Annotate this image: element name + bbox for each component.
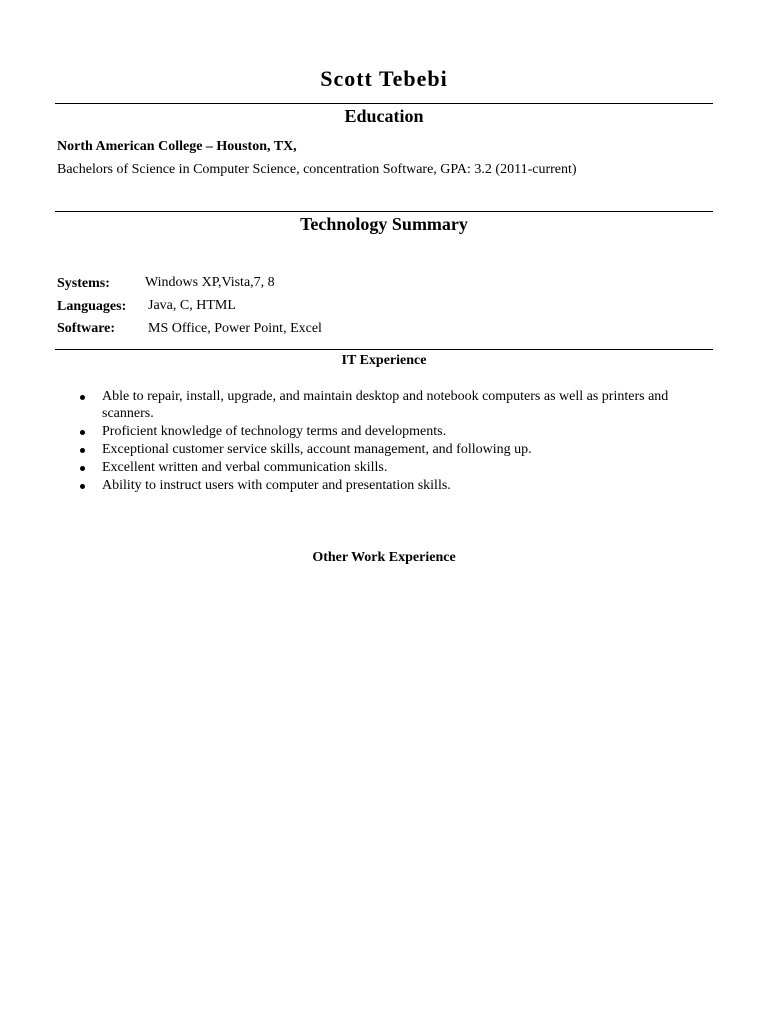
it-experience-heading: IT Experience (341, 353, 427, 368)
tech-label-languages: Languages: (57, 299, 127, 314)
list-item: Ability to instruct users with computer and presentation skills. (78, 477, 698, 494)
tech-label-systems: Systems: (57, 276, 110, 291)
divider-education (55, 103, 713, 104)
resume-name: Scott Tebebi (320, 66, 448, 91)
technology-heading: Technology Summary (300, 214, 468, 234)
bullet-icon (80, 448, 85, 453)
it-experience-list (78, 388, 698, 495)
bullet-icon (80, 395, 85, 400)
education-degree: Bachelors of Science in Computer Science, concentration Software, GPA: 3.2 (2011-current) (57, 162, 577, 177)
divider-technology (55, 211, 713, 212)
bullet-icon (80, 484, 85, 489)
bullet-icon (80, 430, 85, 435)
other-work-heading: Other Work Experience (312, 550, 456, 565)
tech-value-software: MS Office, Power Point, Excel (148, 321, 322, 336)
list-item: Excellent written and verbal communication skills. (78, 459, 698, 476)
education-school: North American College – Houston, TX, (57, 139, 297, 154)
list-item: Proficient knowledge of technology terms and developments. (78, 423, 698, 440)
tech-value-languages: Java, C, HTML (148, 298, 236, 313)
education-heading: Education (344, 106, 424, 126)
list-item: Exceptional customer service skills, account management, and following up. (78, 441, 698, 458)
tech-value-systems: Windows XP,Vista,7, 8 (145, 275, 275, 290)
divider-it-experience (55, 349, 713, 350)
bullet-icon (80, 466, 85, 471)
tech-label-software: Software: (57, 321, 116, 336)
list-item: Able to repair, install, upgrade, and maintain desktop and notebook computers as well as printers and scanners. (78, 388, 698, 422)
